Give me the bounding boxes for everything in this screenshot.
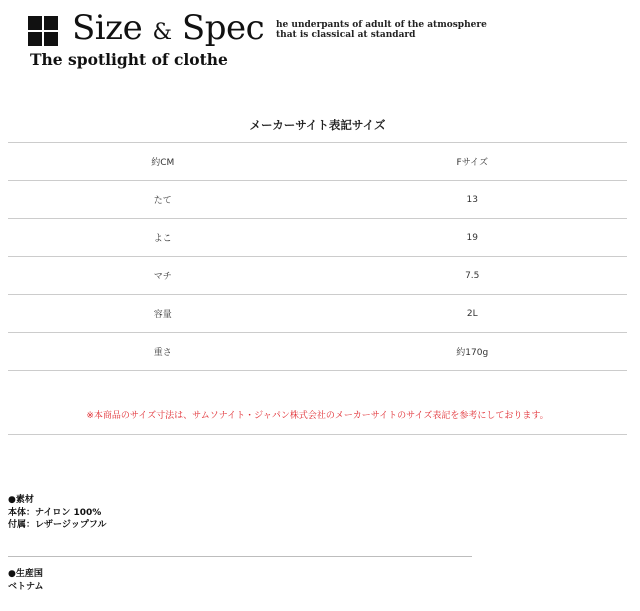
- brand-subtitle: The spotlight of clothe: [30, 50, 228, 69]
- table-cell-value: 19: [318, 219, 628, 257]
- origin-section: [8, 568, 44, 593]
- origin-value: ベトナム: [8, 581, 44, 592]
- table-cell-label: マチ: [8, 257, 318, 295]
- brand-tagline: [276, 20, 487, 40]
- brand-title: [72, 8, 264, 53]
- table-row: [8, 219, 627, 257]
- table-cell-value: 約170g: [318, 333, 628, 371]
- table-row: [8, 295, 627, 333]
- brand-ampersand: &: [152, 20, 172, 45]
- table-cell-label: たて: [8, 181, 318, 219]
- logo-squares-icon: [28, 16, 58, 46]
- table-cell-label: よこ: [8, 219, 318, 257]
- brand-word-size: Size: [72, 8, 143, 48]
- table-row: [8, 181, 627, 219]
- material-heading: ●素材: [8, 495, 34, 505]
- size-table-caption: メーカーサイト表記サイズ: [249, 118, 386, 132]
- table-row: [8, 257, 627, 295]
- table-cell-label: 容量: [8, 295, 318, 333]
- table-row: [8, 333, 627, 371]
- brand-word-spec: Spec: [181, 8, 265, 48]
- table-row: [8, 143, 627, 181]
- table-cell-label: 重さ: [8, 333, 318, 371]
- size-table: [8, 142, 627, 371]
- table-cell-value: Fサイズ: [318, 143, 628, 181]
- tagline-line-2: that is classical at standard: [276, 30, 416, 40]
- tagline-line-1: he underpants of adult of the atmosphere: [276, 20, 487, 30]
- size-reference-note: ※本商品のサイズ寸法は、サムソナイト・ジャパン株式会社のメーカーサイトのサイズ表記を参考にしております。: [86, 411, 549, 421]
- material-section: [8, 494, 106, 532]
- divider: [8, 434, 627, 435]
- material-line-accessory: 付属：レザージップフル: [8, 520, 107, 530]
- table-cell-value: 13: [318, 181, 628, 219]
- table-cell-value: 2L: [318, 295, 628, 333]
- material-line-body: 本体：ナイロン 100%: [8, 507, 102, 518]
- size-spec-header: [28, 8, 628, 74]
- origin-heading: ●生産国: [8, 569, 43, 579]
- table-cell-value: 7.5: [318, 257, 628, 295]
- divider-short: [8, 556, 472, 557]
- table-cell-label: 約CM: [8, 143, 318, 181]
